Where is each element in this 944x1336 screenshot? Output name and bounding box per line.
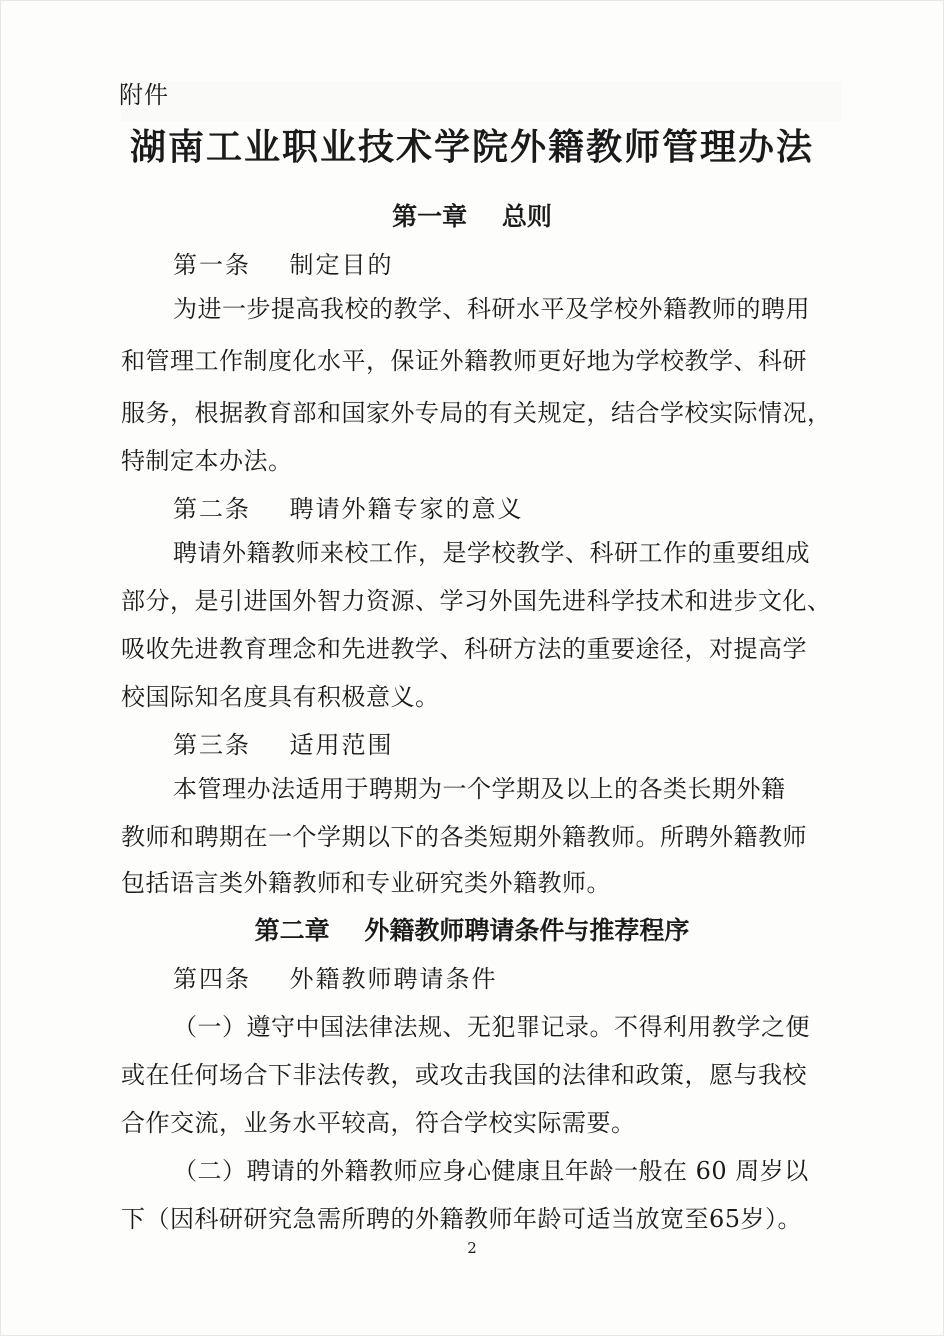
article-4-heading: 第四条 外籍教师聘请条件	[173, 965, 498, 993]
article-2-line: 校国际知名度具有积极意义。	[121, 683, 440, 711]
article-2-line: 聘请外籍教师来校工作，是学校教学、科研工作的重要组成	[173, 539, 810, 567]
article-2-line: 部分，是引进国外智力资源、学习外国先进科学技术和进步文化、	[121, 587, 832, 615]
article-1-line: 为进一步提高我校的教学、科研水平及学校外籍教师的聘用	[173, 295, 810, 323]
page-number: 2	[467, 1239, 477, 1257]
article-4-item-1-line: 合作交流，业务水平较高，符合学校实际需要。	[121, 1109, 636, 1137]
article-3-line: 本管理办法适用于聘期为一个学期及以上的各类长期外籍	[173, 775, 786, 803]
annex-label: 附件	[119, 81, 169, 109]
article-3-line: 包括语言类外籍教师和专业研究类外籍教师。	[121, 869, 611, 897]
show-through-shadow	[121, 81, 841, 121]
article-1-line: 特制定本办法。	[121, 447, 293, 475]
article-4-item-2-line: （二）聘请的外籍教师应身心健康且年龄一般在 60 周岁以	[173, 1157, 809, 1185]
chapter-heading-1: 第一章 总则	[392, 202, 552, 231]
article-1-line: 和管理工作制度化水平，保证外籍教师更好地为学校教学、科研	[121, 347, 807, 375]
article-2-line: 吸收先进教育理念和先进教学、科研方法的重要途径，对提高学	[121, 635, 807, 663]
article-3-line: 教师和聘期在一个学期以下的各类短期外籍教师。所聘外籍教师	[121, 823, 807, 851]
document-title: 湖南工业职业技术学院外籍教师管理办法	[129, 126, 814, 168]
article-3-heading: 第三条 适用范围	[173, 731, 394, 759]
article-2-heading: 第二条 聘请外籍专家的意义	[173, 495, 524, 523]
article-4-item-1-line: 或在任何场合下非法传教，或攻击我国的法律和政策，愿与我校	[121, 1061, 807, 1089]
article-1-line: 服务，根据教育部和国家外专局的有关规定，结合学校实际情况，	[121, 399, 832, 427]
article-4-item-1-line: （一）遵守中国法律法规、无犯罪记录。不得利用教学之便	[173, 1013, 810, 1041]
article-1-heading: 第一条 制定目的	[173, 251, 394, 279]
article-4-item-2-line: 下（因科研研究急需所聘的外籍教师年龄可适当放宽至65岁）。	[121, 1205, 803, 1233]
chapter-heading-2: 第二章 外籍教师聘请条件与推荐程序	[254, 916, 690, 945]
